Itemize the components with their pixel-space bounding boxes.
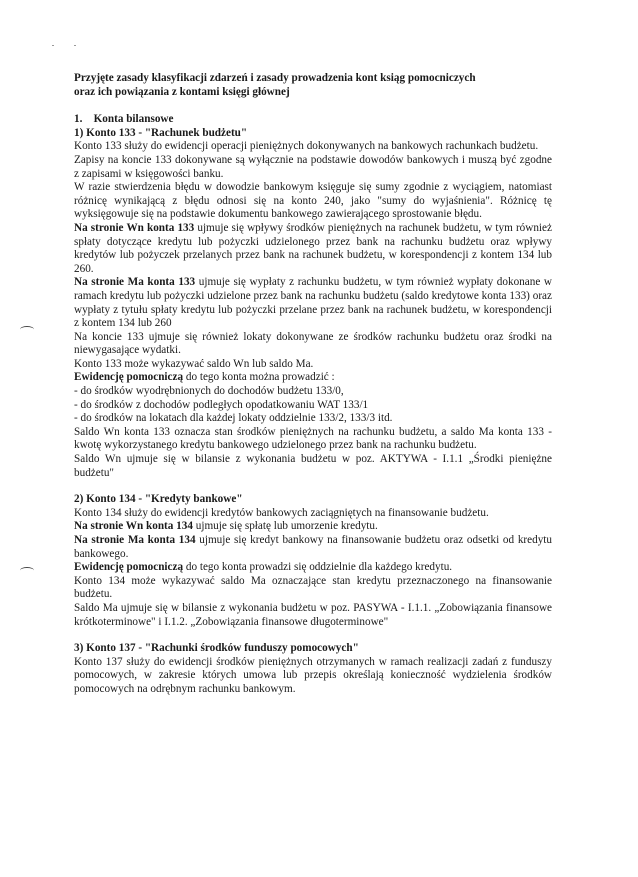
- paragraph: Saldo Wn konta 133 oznacza stan środków pieniężnych na rachunku budżetu, a saldo Ma konta 133 - kwotę wykorzystanego kredytu bankowego udzielonego przez bank na rachunku budżetu.: [74, 425, 552, 452]
- paragraph-text: ujmuje się kredyt bankowy na finansowanie budżetu oraz odsetki od kredytu bankowego.: [74, 534, 552, 560]
- margin-mark: [20, 326, 34, 333]
- paragraph: [74, 222, 552, 276]
- spacer: [74, 629, 552, 642]
- paragraph: Zapisy na koncie 133 dokonywane są wyłącznie na podstawie dowodów bankowych i muszą być zgodne z zapisami w księgowości banku.: [74, 153, 552, 180]
- paragraph: Konto 134 może wykazywać saldo Ma oznaczające stan kredytu przeznaczonego na finansowanie budżetu.: [74, 574, 552, 601]
- paragraph: [74, 561, 552, 575]
- bold-phrase: Na stronie Wn konta 134: [74, 520, 193, 533]
- paragraph: Saldo Ma ujmuje się w bilansie z wykonania budżetu w poz. PASYWA - I.1.1. „Zobowiązania finansowe krótkoterminowe" i I.1.2. „Zobowiązania finansowe długoterminowe": [74, 601, 552, 628]
- paragraph: [74, 276, 552, 330]
- konto-134-heading: 2) Konto 134 - "Kredyty bankowe": [74, 493, 243, 506]
- paragraph: Konto 133 może wykazywać saldo Wn lub saldo Ma.: [74, 357, 314, 370]
- paragraph: Konto 137 służy do ewidencji środków pieniężnych otrzymanych w ramach realizacji zadań z funduszy pomocowych, w zakresie których umowa lub przepis określają konieczność wydzielenia środków pomocowych na odrębnym rachunku bankowym.: [74, 655, 552, 695]
- scan-speck: [74, 45, 76, 46]
- paragraph: W razie stwierdzenia błędu w dowodzie bankowym księguje się sumy zgodnie z wyciągiem, natomiast różnicę wynikającą z błędu odnosi się na konto 240, jako "sumy do wyjaśnienia". Różnicę tę wyksięgowuje się na podstawie dokumentu bankowego zawierającego sprostowanie błędu.: [74, 181, 552, 221]
- paragraph-text: do tego konta można prowadzić :: [183, 371, 335, 384]
- list-item: - do środków z dochodów podległych opodatkowaniu WAT 133/1: [74, 398, 369, 411]
- konto-137-heading: 3) Konto 137 - "Rachunki środków funduszy pomocowych": [74, 642, 359, 655]
- bold-phrase: Ewidencję pomocniczą: [74, 561, 184, 574]
- paragraph: [74, 520, 552, 534]
- list-item: - do środków na lokatach dla każdej lokaty oddzielnie 133/2, 133/3 itd.: [74, 412, 393, 425]
- paragraph-text: ujmuje się wpływy środków pieniężnych na rachunek budżetu, w tym również spłaty dotyczące kredytu lub pożyczki udzielonego przez bank na rachunku budżetu oraz wpływy kredytów lub pożyczek przelanych przez bank na rachunek budżetu, w korespondencji z kontem 134 lub 260.: [74, 221, 552, 275]
- spacer: [74, 480, 552, 493]
- paragraph: Na koncie 133 ujmuje się również lokaty dokonywane ze środków rachunku budżetu oraz środki na niewygasające wydatki.: [74, 330, 552, 357]
- konto-133-heading: 1) Konto 133 - "Rachunek budżetu": [74, 126, 248, 139]
- bold-phrase: Na stronie Wn konta 133: [74, 221, 195, 234]
- document-title: [74, 72, 552, 99]
- paragraph-text: ujmuje się spłatę lub umorzenie kredytu.: [192, 520, 378, 533]
- margin-mark: [20, 567, 34, 574]
- title-line-2: oraz ich powiązania z kontami księgi głównej: [74, 85, 290, 98]
- paragraph: [74, 534, 552, 561]
- paragraph-text: ujmuje się wypłaty z rachunku budżetu, w tym również wypłaty dokonane w ramach kredytu lub pożyczki udzielone przez bank na rachunku budżetu (saldo kredytowe konta 133) oraz wypłaty z tytułu spłaty kredytu lub pożyczki przelane przez bank na rachunek budżetu, w korespondencji z kontem 134 lub 260: [74, 276, 552, 330]
- section-title: Konta bilansowe: [93, 113, 174, 126]
- document-body: [74, 72, 552, 697]
- paragraph: Konto 133 służy do ewidencji operacji pieniężnych dokonywanych na bankowych rachunkach budżetu.: [74, 140, 539, 153]
- bold-phrase: Na stronie Ma konta 133: [74, 276, 196, 289]
- section-number: 1.: [74, 113, 83, 126]
- section-heading: [74, 113, 552, 127]
- paragraph-text: do tego konta prowadzi się oddzielnie dla każdego kredytu.: [183, 561, 453, 574]
- scan-speck: [52, 45, 54, 46]
- title-line-1: Przyjęte zasady klasyfikacji zdarzeń i zasady prowadzenia kont ksiąg pomocniczych: [74, 72, 476, 84]
- paragraph: [74, 371, 552, 385]
- bold-phrase: Na stronie Ma konta 134: [74, 534, 196, 546]
- list-item: - do środków wyodrębnionych do dochodów budżetu 133/0,: [74, 385, 344, 398]
- paragraph: Saldo Wn ujmuje się w bilansie z wykonania budżetu w poz. AKTYWA - I.1.1 „Środki pieniężne budżetu": [74, 453, 552, 479]
- bold-phrase: Ewidencję pomocniczą: [74, 371, 184, 384]
- paragraph: Konto 134 służy do ewidencji kredytów bankowych zaciągniętych na finansowanie budżetu.: [74, 506, 489, 519]
